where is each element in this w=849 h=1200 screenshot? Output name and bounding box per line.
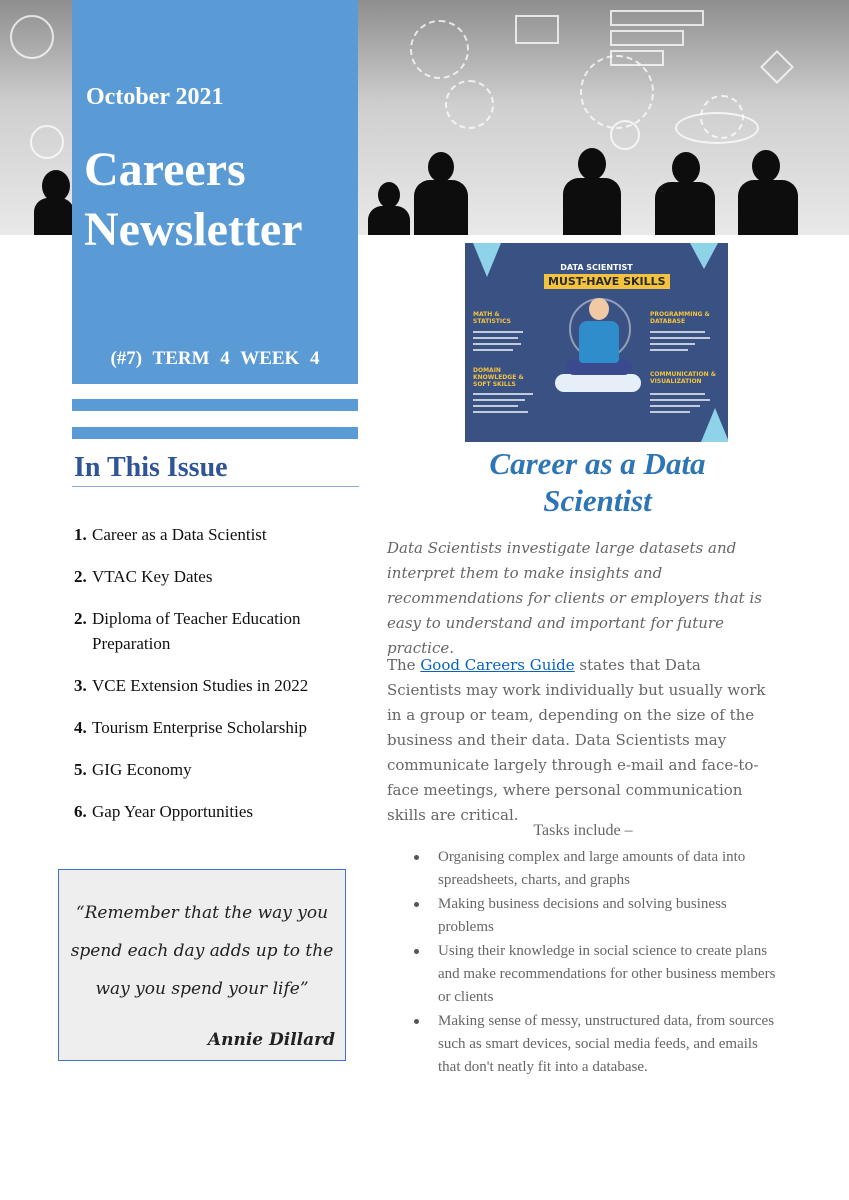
issue-number: (#7)	[110, 348, 143, 369]
list-item	[410, 846, 776, 892]
bullet-icon	[414, 902, 419, 907]
task-text: Making business decisions and solving business problems	[438, 896, 727, 935]
term-line	[72, 348, 358, 370]
toc-item-text: VCE Extension Studies in 2022	[92, 676, 309, 695]
toc-heading-rule	[72, 486, 359, 487]
meditating-person-icon	[589, 298, 609, 320]
tasks-list	[410, 846, 776, 1080]
infographic-category: PROGRAMMING & DATABASE	[650, 311, 710, 325]
quote-box	[58, 869, 346, 1061]
gear-icon	[580, 55, 654, 129]
infographic-subtitle: MUST-HAVE SKILLS	[544, 274, 670, 289]
star-icon	[760, 50, 794, 84]
toc-item	[74, 799, 364, 824]
toc-item-text: VTAC Key Dates	[92, 567, 213, 586]
magnifier-icon	[30, 125, 64, 159]
infographic-title: DATA SCIENTIST	[560, 263, 633, 272]
toc-item-number: 1.	[74, 525, 87, 544]
toc-item	[74, 564, 364, 589]
task-text: Organising complex and large amounts of data into spreadsheets, charts, and graphs	[438, 849, 746, 888]
list-item	[410, 893, 776, 939]
toc-item-number: 2.	[74, 567, 87, 586]
quote-author: Annie Dillard	[207, 1030, 335, 1050]
article-lead: Data Scientists investigate large datasets and interpret them to make insights and recommendations for clients or employers that is easy to understand and important for future practice.	[387, 539, 762, 657]
table-of-contents	[74, 522, 364, 841]
toc-item	[74, 715, 364, 740]
title-line-2: Newsletter	[84, 203, 303, 256]
bullet-icon	[414, 1019, 419, 1024]
toc-item	[74, 673, 364, 698]
data-scientist-infographic	[465, 243, 728, 442]
toc-item	[74, 757, 364, 782]
list-item	[410, 1010, 776, 1079]
paragraph-text: states that Data Scientists may work individually but usually work in a group or team, depending on the size of the business and their data. Data Scientists may communicate largely through e-mail and face-to-face meetings, where personal communication skills are critical.	[387, 656, 766, 824]
term-label: TERM 4	[152, 348, 230, 369]
toc-item	[74, 522, 364, 547]
toc-item-text: Diploma of Teacher Education Preparation	[92, 609, 301, 653]
paragraph-text: The	[387, 656, 421, 674]
list-item	[410, 940, 776, 1009]
lightbulb-icon	[610, 120, 640, 150]
pie-chart-icon	[675, 112, 759, 144]
title-line-1: Careers	[84, 143, 246, 196]
mail-icon	[515, 15, 559, 44]
toc-item-text: GIG Economy	[92, 760, 192, 779]
toc-item-number: 3.	[74, 676, 87, 695]
infographic-category: DOMAIN KNOWLEDGE & SOFT SKILLS	[473, 367, 524, 388]
newsletter-date: October 2021	[86, 84, 224, 110]
gear-icon	[410, 20, 469, 79]
toc-heading: In This Issue	[74, 452, 228, 483]
toc-item-number: 5.	[74, 760, 87, 779]
bullet-icon	[414, 855, 419, 860]
infographic-category: COMMUNICATION & VISUALIZATION	[650, 371, 716, 385]
bar-chart-icon	[610, 30, 684, 46]
toc-item-text: Gap Year Opportunities	[92, 802, 254, 821]
task-text: Making sense of messy, unstructured data, from sources such as smart devices, social media feeds, and emails that don't neatly fit into a database.	[438, 1013, 775, 1075]
toc-item-text: Tourism Enterprise Scholarship	[92, 718, 308, 737]
article-heading: Career as a Data Scientist	[489, 446, 706, 518]
divider-stripe	[72, 399, 358, 411]
bar-chart-icon	[610, 10, 704, 26]
toc-item	[74, 606, 364, 656]
good-careers-guide-link[interactable]: Good Careers Guide	[420, 656, 575, 674]
task-text: Using their knowledge in social science to create plans and make recommendations for other business members or clients	[438, 943, 776, 1005]
newsletter-title	[84, 140, 303, 260]
bar-chart-icon	[610, 50, 664, 66]
arrow-icon	[10, 15, 54, 59]
tasks-heading: Tasks include –	[533, 822, 633, 839]
toc-item-number: 4.	[74, 718, 87, 737]
toc-item-text: Career as a Data Scientist	[92, 525, 267, 544]
article-paragraph	[387, 653, 779, 828]
quote-text: “Remember that the way you spend each day adds up to the way you spend your life”	[70, 903, 334, 999]
gear-icon	[445, 80, 494, 129]
infographic-category: MATH & STATISTICS	[473, 311, 511, 325]
bullet-icon	[414, 949, 419, 954]
divider-stripe	[72, 427, 358, 439]
week-label: WEEK 4	[240, 348, 320, 369]
toc-item-number: 2.	[74, 609, 87, 628]
toc-item-number: 6.	[74, 802, 87, 821]
